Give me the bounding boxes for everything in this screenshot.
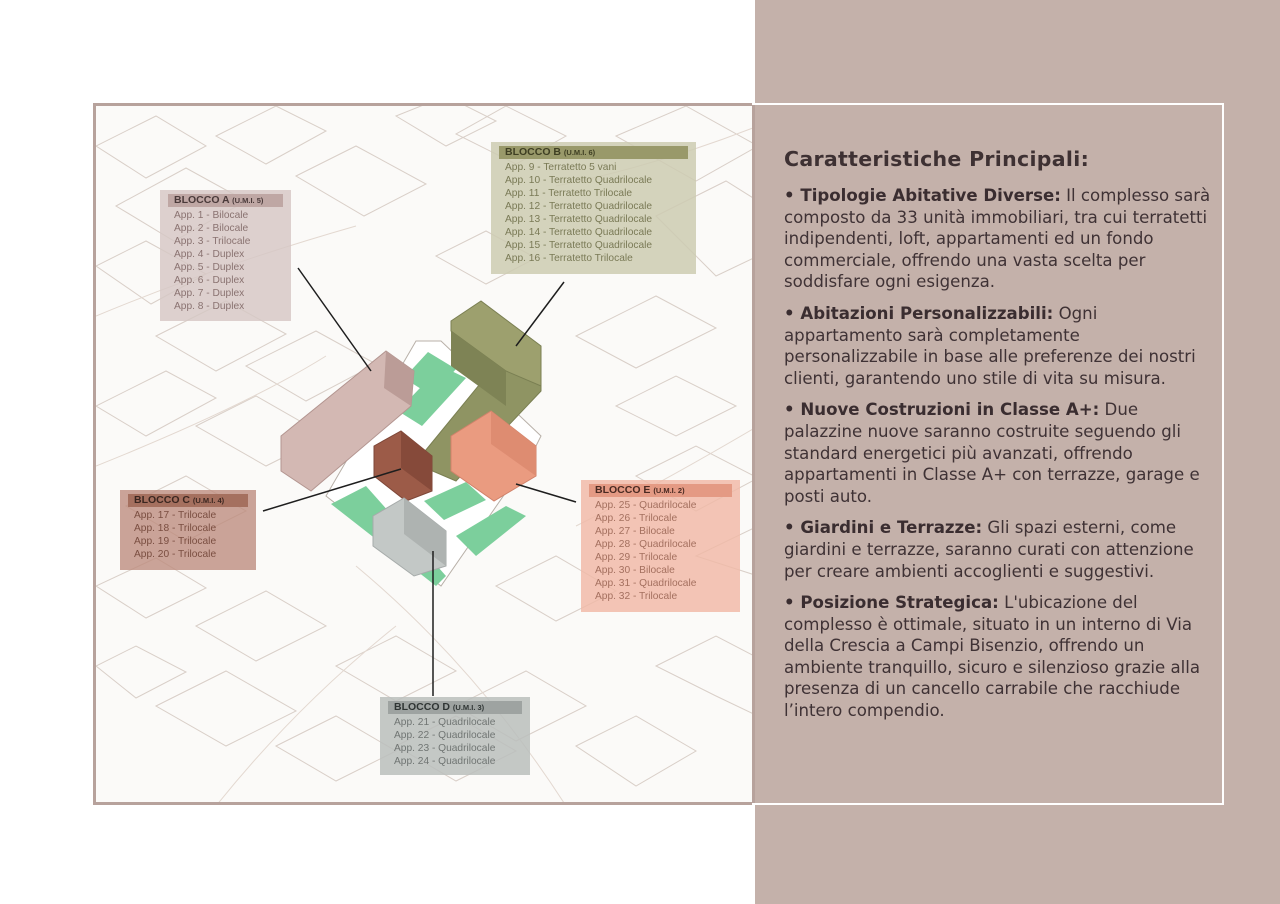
block-b-item: App. 10 - Terratetto Quadrilocale xyxy=(505,175,653,186)
block-b-title: BLOCCO B (U.M.I. 6) xyxy=(499,146,688,159)
block-a-legend xyxy=(160,190,291,321)
block-c-item: App. 19 - Trilocale xyxy=(134,536,217,547)
block-a-item: App. 2 - Bilocale xyxy=(174,223,249,234)
block-e-item: App. 27 - Bilocale xyxy=(595,526,675,537)
bullet: • xyxy=(784,186,795,205)
features-text xyxy=(784,147,1214,732)
block-d-item: App. 24 - Quadrilocale xyxy=(394,756,496,767)
block-a-item: App. 8 - Duplex xyxy=(174,301,245,312)
bullet: • xyxy=(784,400,795,420)
block-e-item: App. 31 - Quadrilocale xyxy=(595,578,697,589)
feature-text: Il complesso sarà composto da 33 unità immobiliari, tra cui terratetti indipendenti, loft, appartamenti ed un fondo commerciale, offrendo una vasta scelta per soddisfare ogni esigenza. xyxy=(784,186,1211,292)
feature-item xyxy=(784,303,1214,389)
block-b-item: App. 9 - Terratetto 5 vani xyxy=(505,162,617,173)
block-e-item: App. 30 - Bilocale xyxy=(595,565,675,576)
feature-text: Ogni appartamento sarà completamente personalizzabile in base alle preferenze dei nostri clienti, garantendo uno stile di vita su misura. xyxy=(784,303,1196,388)
feature-title: Abitazioni Personalizzabili: xyxy=(800,303,1054,323)
feature-title: Giardini e Terrazze: xyxy=(800,518,983,538)
block-b-item: App. 13 - Terratetto Quadrilocale xyxy=(505,214,653,225)
block-c-item: App. 18 - Trilocale xyxy=(134,523,217,534)
block-d-legend xyxy=(380,697,530,775)
feature-title: Tipologie Abitative Diverse: xyxy=(800,186,1061,205)
block-a-item: App. 6 - Duplex xyxy=(174,275,245,286)
block-e-item: App. 32 - Trilocale xyxy=(595,591,678,602)
block-e-legend xyxy=(581,480,740,612)
block-b-item: App. 12 - Terratetto Quadrilocale xyxy=(505,201,653,212)
block-b-item: App. 16 - Terratetto Trilocale xyxy=(505,253,633,264)
block-e-item: App. 25 - Quadrilocale xyxy=(595,500,697,511)
block-e-item: App. 28 - Quadrilocale xyxy=(595,539,697,550)
block-e-item: App. 26 - Trilocale xyxy=(595,513,678,524)
block-b-item: App. 15 - Terratetto Quadrilocale xyxy=(505,240,653,251)
feature-text: Gli spazi esterni, come giardini e terrazze, saranno curati con attenzione per creare ambienti accoglienti e suggestivi. xyxy=(784,518,1194,581)
block-a-item: App. 5 - Duplex xyxy=(174,262,245,273)
block-b-item: App. 11 - Terratetto Trilocale xyxy=(505,188,633,199)
block-b-item: App. 14 - Terratetto Quadrilocale xyxy=(505,227,653,238)
block-a-item: App. 1 - Bilocale xyxy=(174,210,249,221)
block-c-item: App. 17 - Trilocale xyxy=(134,510,217,521)
feature-item xyxy=(784,185,1214,293)
block-c-legend xyxy=(120,490,256,570)
features-heading: Caratteristiche Principali: xyxy=(784,147,1090,171)
feature-item xyxy=(784,517,1214,582)
block-d-title: BLOCCO D (U.M.I. 3) xyxy=(388,701,522,714)
block-d-item: App. 21 - Quadrilocale xyxy=(394,717,496,728)
feature-text: Due palazzine nuove saranno costruite seguendo gli standard energetici più avanzati, offrendo appartamenti in Classe A+ con terrazze, garage e posti auto. xyxy=(784,400,1200,506)
block-a-item: App. 3 - Trilocale xyxy=(174,236,251,247)
block-d-item: App. 22 - Quadrilocale xyxy=(394,730,496,741)
feature-title: Nuove Costruzioni in Classe A+: xyxy=(800,400,1100,420)
bullet: • xyxy=(784,518,795,538)
feature-item xyxy=(784,592,1214,722)
block-d-item: App. 23 - Quadrilocale xyxy=(394,743,496,754)
block-a-item: App. 7 - Duplex xyxy=(174,288,245,299)
bullet: • xyxy=(784,303,795,323)
feature-title: Posizione Strategica: xyxy=(800,593,999,613)
bullet: • xyxy=(784,593,795,613)
block-e-item: App. 29 - Trilocale xyxy=(595,552,678,563)
block-b-legend xyxy=(491,142,696,274)
feature-item xyxy=(784,399,1214,507)
block-c-item: App. 20 - Trilocale xyxy=(134,549,217,560)
feature-text: L'ubicazione del complesso è ottimale, situato in un interno di Via della Crescia a Campi Bisenzio, offrendo un ambiente tranquillo, sicuro e silenzioso grazie alla presenza di un cancello carrabile che racchiude l’intero compendio. xyxy=(784,593,1201,721)
block-e-title: BLOCCO E (U.M.I. 2) xyxy=(589,484,732,497)
block-a-title: BLOCCO A (U.M.I. 5) xyxy=(168,194,283,207)
block-a-item: App. 4 - Duplex xyxy=(174,249,245,260)
block-c-title: BLOCCO C (U.M.I. 4) xyxy=(128,494,248,507)
